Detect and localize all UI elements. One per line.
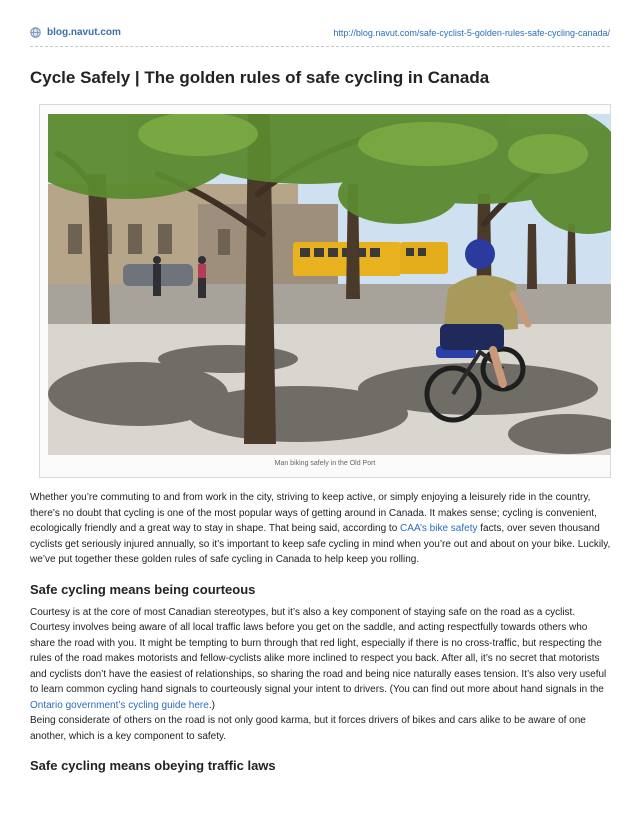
intro-text-1: Whether you’re commuting to and from work in the city, striving to keep active, or simply enjoying a leisurely ride in the country, there’s no doubt that cycling is one of the most popular ways of getting around in Canada. It makes sense; cycling is convenient, ecologically friendly and a great way to stay in shape. That being said, according to	[30, 492, 597, 534]
page-header	[30, 27, 610, 45]
courtesy-text-2: .)	[208, 699, 215, 711]
intro-paragraph	[30, 490, 614, 568]
header-divider	[30, 46, 610, 47]
courtesy-text-1: Courtesy is at the core of most Canadian stereotypes, but it’s also a key component of staying safe on the road as a cyclist. Courtesy involves being aware of all local traffic laws before you get on the saddle, and acting respectfully towards others who share the road with you. It might be tempting to burn through that red light, especially if there is no cross-traffic, but respecting the rules of the road makes motorists and fellow-cyclists alike more inclined to respect you back. After all, it’s no secret that motorists and cyclists don’t have the easiest of relationships, so sharing the road and being nice naturally eases tension. It’s also very useful to learn common cycling hand signals to courteously signal your intent to drivers. (You can find out more about hand signals in the	[30, 606, 607, 695]
cyclist-photo-illustration	[48, 114, 611, 455]
courtesy-paragraph	[30, 605, 614, 714]
section-heading-courteous: Safe cycling means being courteous	[30, 581, 256, 597]
article-photo	[48, 114, 611, 455]
article-body	[30, 490, 614, 781]
caa-bike-safety-link[interactable]: CAA’s bike safety	[400, 523, 481, 534]
intro-text-2: facts, over seven thousand cyclists get seriously injured annually, so it’s important to keep safe cycling in mind when you’re out and about on your bike. Luckily, we’ve put together these golden rules of safe cycling in Canada to help keep you rolling.	[30, 523, 611, 565]
source-url-link[interactable]: http://blog.navut.com/safe-cyclist-5-golden-rules-safe-cycling-canada/	[333, 28, 610, 38]
article-figure	[39, 104, 611, 478]
ontario-cycling-guide-link[interactable]: Ontario government’s cycling guide here	[30, 699, 209, 711]
figure-caption: Man biking safely in the Old Port	[274, 460, 376, 467]
site-branding	[30, 27, 121, 38]
section-heading-traffic-laws: Safe cycling means obeying traffic laws	[30, 758, 276, 773]
globe-icon	[30, 27, 41, 38]
site-name[interactable]: blog.navut.com	[47, 27, 121, 38]
consideration-paragraph: Being considerate of others on the road is not only good karma, but it forces drivers of bikes and cars alike to be aware of one another, which is a key component to safety.	[30, 715, 586, 742]
article-title: Cycle Safely | The golden rules of safe cycling in Canada	[30, 68, 490, 87]
